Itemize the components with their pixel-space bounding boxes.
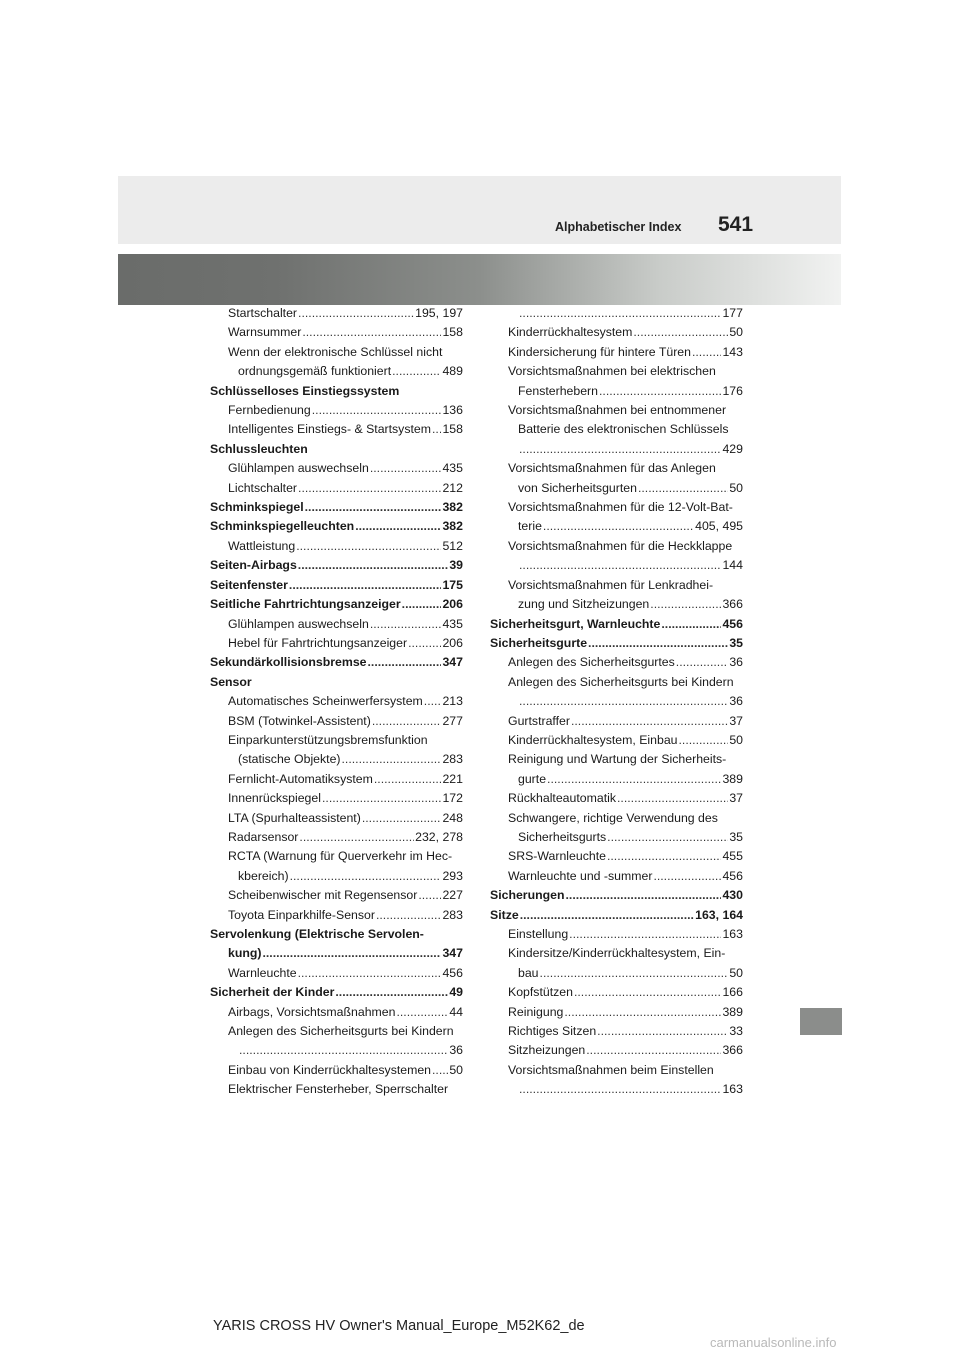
index-entry-page: 248 <box>442 810 463 825</box>
index-entry-page: 455 <box>722 849 743 864</box>
leader-dots <box>676 653 729 672</box>
index-entry-text: Schminkspiegel <box>210 500 304 515</box>
index-entry <box>490 479 743 498</box>
index-entry-page: 50 <box>729 325 743 340</box>
index-entry-text: BSM (Totwinkel-Assistent) <box>228 713 371 728</box>
leader-dots <box>376 906 442 925</box>
leader-dots <box>519 692 728 711</box>
index-entry <box>210 653 463 672</box>
leader-dots <box>298 479 441 498</box>
index-entry-text: Elektrischer Fensterheber, Sperrschalter <box>228 1082 449 1097</box>
index-entry-page: 283 <box>442 752 463 767</box>
index-entry-page: 232, 278 <box>415 829 463 844</box>
index-entry <box>210 1022 463 1041</box>
index-entry-page: 435 <box>442 461 463 476</box>
index-entry-text: Einstellung <box>508 927 569 941</box>
index-entry-page: 35 <box>729 829 743 844</box>
index-entry <box>490 906 743 925</box>
leader-dots <box>312 401 442 420</box>
index-entry-text: Rückhalteautomatik <box>508 791 616 806</box>
index-entry-text: Seitenfenster <box>210 577 288 592</box>
index-entry-page: 36 <box>729 694 743 709</box>
index-entry-page: 44 <box>449 1004 463 1019</box>
leader-dots <box>638 479 728 498</box>
index-entry-text: Reinigung und Wartung der Sicherheits- <box>508 752 727 767</box>
index-entry-page: 50 <box>449 1062 463 1077</box>
index-entry-page: 382 <box>442 519 463 534</box>
index-entry-page: 206 <box>442 635 463 650</box>
index-entry-text: bau <box>518 965 539 980</box>
index-entry <box>490 886 743 905</box>
index-entry <box>210 809 463 828</box>
index-entry-page: 177 <box>722 306 743 320</box>
index-entry-text: Glühlampen auswechseln <box>228 616 369 631</box>
index-entry <box>210 362 463 381</box>
index-entry-page: 456 <box>722 868 743 883</box>
leader-dots <box>298 556 449 575</box>
index-entry-text: Anlegen des Sicherheitsgurts bei Kindern <box>508 674 734 689</box>
index-entry <box>490 343 743 362</box>
leader-dots <box>289 576 442 595</box>
index-entry <box>210 906 463 925</box>
index-entry-text: Warnsummer <box>228 325 302 340</box>
index-entry-page: 158 <box>442 325 463 340</box>
index-entry <box>210 440 463 459</box>
index-entry-text: Automatisches Scheinwerfersystem <box>228 694 423 709</box>
index-entry-text: Sicherungen <box>490 888 565 903</box>
index-entry <box>490 382 743 401</box>
index-entry-page: 430 <box>722 888 743 903</box>
index-entry <box>490 809 743 828</box>
index-entry-page: 347 <box>442 946 463 961</box>
index-entry-text: Schlussleuchten <box>210 441 308 456</box>
index-entry <box>210 983 463 1002</box>
leader-dots <box>298 964 442 983</box>
leader-dots <box>296 537 441 556</box>
index-entry-page: 175 <box>442 577 463 592</box>
index-entry <box>210 673 463 692</box>
index-entry <box>210 1061 463 1080</box>
leader-dots <box>617 789 728 808</box>
index-entry <box>490 323 743 342</box>
index-entry-page: 512 <box>442 538 463 553</box>
index-entry <box>210 595 463 614</box>
leader-dots <box>392 362 441 381</box>
index-entry <box>210 420 463 439</box>
leader-dots <box>588 634 728 653</box>
leader-dots <box>519 304 721 323</box>
index-entry-page: 429 <box>722 441 743 456</box>
index-entry <box>490 673 743 692</box>
index-column-left <box>210 304 463 1100</box>
index-entry-text: Intelligentes Einstiegs- & Startsystem <box>228 422 431 437</box>
leader-dots <box>547 770 721 789</box>
index-entry-text: Vorsichtsmaßnahmen für das Anlegen <box>508 461 716 476</box>
index-entry <box>210 343 463 362</box>
index-entry-text: Kopfstützen <box>508 985 573 1000</box>
index-entry-page: 33 <box>729 1024 743 1039</box>
index-entry-text: Sitze <box>490 907 519 922</box>
index-entry-page: 163, 164 <box>695 907 743 922</box>
index-entry <box>210 615 463 634</box>
index-entry <box>210 944 463 963</box>
index-entry-page: 136 <box>442 403 463 418</box>
index-entry-text: ordnungsgemäß funktioniert <box>238 364 392 379</box>
leader-dots <box>586 1041 721 1060</box>
index-entry-page: 176 <box>722 383 743 398</box>
index-entry-page: 163 <box>722 927 743 941</box>
index-entry-text: Vorsichtsmaßnahmen für die 12-Volt-Bat- <box>508 500 733 515</box>
header-gradient-bar <box>118 254 841 305</box>
index-entry-text: Radarsensor <box>228 829 299 844</box>
index-entry-text: Sekundärkollisionsbremse <box>210 655 367 670</box>
leader-dots <box>302 323 441 342</box>
index-entry-page: 172 <box>442 791 463 806</box>
leader-dots <box>322 789 441 808</box>
leader-dots <box>396 1003 448 1022</box>
index-entry <box>490 1022 743 1041</box>
index-entry <box>490 789 743 808</box>
index-entry <box>490 828 743 847</box>
footer-manual-name: YARIS CROSS HV Owner's Manual_Europe_M52K62_de <box>213 1318 585 1334</box>
leader-dots <box>290 867 442 886</box>
index-entry <box>490 517 743 536</box>
index-entry-page: 36 <box>449 1043 463 1058</box>
index-entry-text: Schwangere, richtige Verwendung des <box>508 810 718 825</box>
index-entry-text: Kinderrückhaltesystem, Einbau <box>508 732 678 747</box>
index-entry-text: Vorsichtsmaßnahmen bei entnommener <box>508 403 727 418</box>
index-entry-text: Vorsichtsmaßnahmen bei elektrischen <box>508 364 716 379</box>
index-entry-text: Sicherheitsgurte <box>490 635 588 650</box>
leader-dots <box>374 770 442 789</box>
index-entry-page: 49 <box>449 985 463 1000</box>
leader-dots <box>519 556 721 575</box>
index-entry-page: 212 <box>442 480 463 495</box>
index-entry <box>490 750 743 769</box>
index-entry-text: Sicherheitsgurt, Warnleuchte <box>490 616 661 631</box>
index-entry <box>210 750 463 769</box>
index-entry-text: Fernlicht-Automatiksystem <box>228 771 373 786</box>
index-entry <box>490 1003 743 1022</box>
index-entry-text: Airbags, Vorsichtsmaßnahmen <box>228 1004 396 1019</box>
index-entry-text: kbereich) <box>238 868 289 883</box>
index-column-right <box>490 304 743 1100</box>
index-entry <box>210 847 463 866</box>
index-entry-text: SRS-Warnleuchte <box>508 849 606 864</box>
index-entry <box>490 925 743 944</box>
index-entry-text: Vorsichtsmaßnahmen beim Einstellen <box>508 1062 714 1077</box>
index-entry-page: 456 <box>722 616 743 631</box>
leader-dots <box>402 595 442 614</box>
index-entry-page: 221 <box>442 771 463 786</box>
leader-dots <box>519 440 721 459</box>
index-entry <box>210 867 463 886</box>
index-entry-text: Innenrückspiegel <box>228 791 321 806</box>
index-entry <box>490 653 743 672</box>
index-entry <box>490 1061 743 1080</box>
index-entry-page: 36 <box>729 655 743 670</box>
leader-dots <box>565 886 721 905</box>
index-entry-text: zung und Sitzheizungen <box>518 597 650 612</box>
index-entry-text: Anlegen des Sicherheitsgurts bei Kindern <box>228 1024 454 1039</box>
index-entry-text: Sitzheizungen <box>508 1043 586 1058</box>
watermark: carmanualsonline.info <box>710 1335 837 1350</box>
index-entry-text: Einbau von Kinderrückhaltesystemen <box>228 1062 432 1077</box>
index-entry-page: 144 <box>722 558 743 573</box>
index-entry-page: 405, 495 <box>695 519 743 534</box>
index-entry <box>210 634 463 653</box>
leader-dots <box>679 731 729 750</box>
index-entry-page: 489 <box>442 364 463 379</box>
leader-dots <box>424 692 442 711</box>
leader-dots <box>540 964 729 983</box>
index-entry <box>490 537 743 556</box>
index-entry <box>210 576 463 595</box>
index-entry <box>210 1041 463 1060</box>
index-entry <box>490 1080 743 1099</box>
leader-dots <box>370 459 442 478</box>
index-entry <box>210 556 463 575</box>
index-entry-page: 143 <box>722 344 743 359</box>
index-entry-page: 37 <box>729 713 743 728</box>
index-entry-text: Warnleuchte und -summer <box>508 868 653 883</box>
index-entry <box>210 925 463 944</box>
index-entry <box>490 401 743 420</box>
index-entry-text: terie <box>518 519 542 534</box>
index-entry <box>210 731 463 750</box>
index-entry-page: 39 <box>449 558 463 573</box>
index-entry-page: 366 <box>722 1043 743 1058</box>
index-entry-text: Fernbedienung <box>228 403 311 418</box>
index-entry <box>490 459 743 478</box>
index-entry <box>210 712 463 731</box>
leader-dots <box>298 304 414 323</box>
index-entry-text: Lichtschalter <box>228 480 298 495</box>
index-entry-text: Gurtstraffer <box>508 713 570 728</box>
index-entry-text: Batterie des elektronischen Schlüssels <box>518 422 729 437</box>
index-entry <box>490 867 743 886</box>
leader-dots <box>432 1061 448 1080</box>
index-entry <box>490 944 743 963</box>
leader-dots <box>543 517 694 536</box>
index-entry-page: 435 <box>442 616 463 631</box>
index-entry <box>210 323 463 342</box>
leader-dots <box>299 828 414 847</box>
index-entry-page: 50 <box>729 480 743 495</box>
chapter-tab-marker <box>800 1008 842 1035</box>
index-entry-text: LTA (Spurhalteassistent) <box>228 810 361 825</box>
index-entry <box>210 886 463 905</box>
index-entry <box>210 770 463 789</box>
index-entry-text: Kinderrückhaltesystem <box>508 325 633 340</box>
index-entry <box>490 770 743 789</box>
index-entry <box>490 615 743 634</box>
index-entry <box>490 440 743 459</box>
index-entry-text: (statische Objekte) <box>238 752 341 767</box>
leader-dots <box>607 828 728 847</box>
index-entry-text: Einparkunterstützungsbremsfunktion <box>228 732 428 747</box>
index-entry-text: Glühlampen auswechseln <box>228 461 369 476</box>
index-entry <box>210 789 463 808</box>
index-entry <box>210 459 463 478</box>
index-entry <box>210 479 463 498</box>
leader-dots <box>633 323 728 342</box>
index-entry-text: Sicherheitsgurts <box>518 829 607 844</box>
index-entry-page: 366 <box>722 597 743 612</box>
index-entry-text: von Sicherheitsgurten <box>518 480 637 495</box>
leader-dots <box>599 382 721 401</box>
leader-dots <box>305 498 442 517</box>
index-entry <box>210 692 463 711</box>
index-entry <box>490 304 743 323</box>
leader-dots <box>370 615 442 634</box>
index-entry-page: 456 <box>442 965 463 980</box>
index-entry <box>210 517 463 536</box>
index-entry-page: 382 <box>442 500 463 515</box>
leader-dots <box>432 420 441 439</box>
leader-dots <box>262 944 441 963</box>
index-entry <box>210 537 463 556</box>
index-entry <box>210 828 463 847</box>
index-entry-page: 163 <box>722 1082 743 1097</box>
leader-dots <box>571 712 728 731</box>
leader-dots <box>520 906 694 925</box>
index-entry-text: Sicherheit der Kinder <box>210 985 335 1000</box>
index-entry-page: 283 <box>442 907 463 922</box>
index-entry-page: 277 <box>442 713 463 728</box>
index-entry <box>210 304 463 323</box>
index-entry-page: 37 <box>729 791 743 806</box>
index-entry-text: Fensterhebern <box>518 383 598 398</box>
index-entry-page: 50 <box>729 732 743 747</box>
index-entry <box>490 731 743 750</box>
index-entry-text: Hebel für Fahrtrichtungsanzeiger <box>228 635 408 650</box>
index-entry-text: Schlüsselloses Einstiegssystem <box>210 383 400 398</box>
index-entry-text: Richtiges Sitzen <box>508 1024 597 1039</box>
leader-dots <box>239 1041 448 1060</box>
index-entry-page: 347 <box>442 655 463 670</box>
index-entry-text: Vorsichtsmaßnahmen für Lenkradhei- <box>508 577 714 592</box>
index-entry-text: Schminkspiegelleuchten <box>210 519 355 534</box>
index-entry-text: Seitliche Fahrtrichtungsanzeiger <box>210 597 401 612</box>
index-entry-page: 213 <box>442 694 463 709</box>
index-entry-page: 166 <box>722 985 743 1000</box>
index-entry-text: Wattleistung <box>228 538 296 553</box>
index-entry-text: Sensor <box>210 674 252 689</box>
index-entry-page: 389 <box>722 771 743 786</box>
index-entry <box>210 1080 463 1099</box>
index-entry-page: 35 <box>729 635 743 650</box>
index-entry-text: RCTA (Warnung für Querverkehr im Hec- <box>228 849 453 864</box>
index-entry <box>490 692 743 711</box>
index-entry-text: Anlegen des Sicherheitsgurtes <box>508 655 675 670</box>
index-entry <box>490 712 743 731</box>
leader-dots <box>519 1080 721 1099</box>
leader-dots <box>368 653 442 672</box>
index-entry-page: 158 <box>442 422 463 437</box>
index-entry-text: Kindersitze/Kinderrückhaltesystem, Ein- <box>508 946 726 961</box>
leader-dots <box>342 750 442 769</box>
index-entry <box>490 964 743 983</box>
leader-dots <box>372 712 442 731</box>
index-entry <box>210 401 463 420</box>
index-entry <box>210 964 463 983</box>
leader-dots <box>661 615 721 634</box>
leader-dots <box>408 634 441 653</box>
index-entry-page: 206 <box>442 597 463 612</box>
index-entry <box>490 420 743 439</box>
index-entry-page: 50 <box>729 965 743 980</box>
index-entry <box>490 634 743 653</box>
index-entry-text: Startschalter <box>228 306 298 320</box>
leader-dots <box>597 1022 728 1041</box>
index-entry-text: gurte <box>518 771 547 786</box>
index-entry <box>490 362 743 381</box>
section-title: Alphabetischer Index <box>555 220 682 234</box>
index-entry <box>210 498 463 517</box>
index-entry-page: 227 <box>442 888 463 903</box>
leader-dots <box>569 925 721 944</box>
leader-dots <box>362 809 442 828</box>
index-entry-text: Toyota Einparkhilfe-Sensor <box>228 907 375 922</box>
index-entry-text: kung) <box>228 946 262 961</box>
index-entry <box>210 382 463 401</box>
leader-dots <box>650 595 721 614</box>
index-entry <box>490 1041 743 1060</box>
index-entry-text: Reinigung <box>508 1004 564 1019</box>
index-entry-text: Warnleuchte <box>228 965 297 980</box>
leader-dots <box>335 983 448 1002</box>
leader-dots <box>564 1003 721 1022</box>
index-entry <box>490 847 743 866</box>
leader-dots <box>692 343 722 362</box>
index-entry-text: Seiten-Airbags <box>210 558 297 573</box>
index-entry-text: Scheibenwischer mit Regensensor <box>228 888 418 903</box>
leader-dots <box>653 867 721 886</box>
index-entry <box>210 1003 463 1022</box>
index-entry <box>490 556 743 575</box>
leader-dots <box>418 886 441 905</box>
leader-dots <box>607 847 722 866</box>
index-entry-text: Vorsichtsmaßnahmen für die Heckklappe <box>508 538 733 553</box>
index-entry <box>490 983 743 1002</box>
index-entry-text: Wenn der elektronische Schlüssel nicht <box>228 344 443 359</box>
index-entry-page: 195, 197 <box>415 306 463 320</box>
leader-dots <box>574 983 722 1002</box>
index-entry <box>490 576 743 595</box>
index-entry <box>490 498 743 517</box>
index-entry-text: Servolenkung (Elektrische Servolen- <box>210 927 424 941</box>
index-entry-page: 293 <box>442 868 463 883</box>
index-entry-text: Kindersicherung für hintere Türen <box>508 344 691 359</box>
index-entry <box>490 595 743 614</box>
page-number: 541 <box>718 213 754 236</box>
index-entry-page: 389 <box>722 1004 743 1019</box>
leader-dots <box>355 517 441 536</box>
